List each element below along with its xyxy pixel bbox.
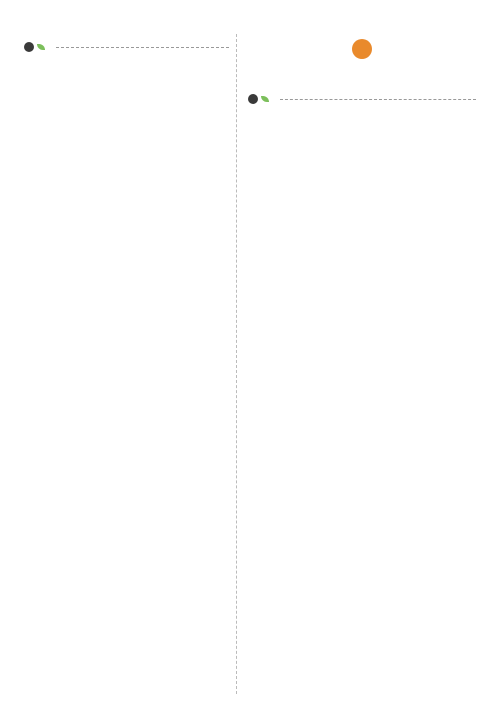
dashed-rule	[56, 47, 229, 48]
material-section-header	[248, 88, 476, 110]
left-column	[24, 34, 229, 102]
day-heading	[248, 34, 476, 64]
column-divider	[236, 34, 237, 694]
leaf-icon	[37, 44, 45, 50]
dashed-rule	[280, 99, 476, 100]
bullet-icon	[248, 94, 258, 104]
written-subtitle	[24, 81, 229, 102]
leaf-icon	[261, 96, 269, 102]
self-test-title	[248, 64, 476, 86]
bullet-icon	[24, 42, 34, 52]
listening-subtitle	[24, 60, 229, 81]
answers-section-header	[24, 36, 229, 58]
day-number-badge	[352, 39, 372, 59]
right-column	[248, 34, 476, 112]
